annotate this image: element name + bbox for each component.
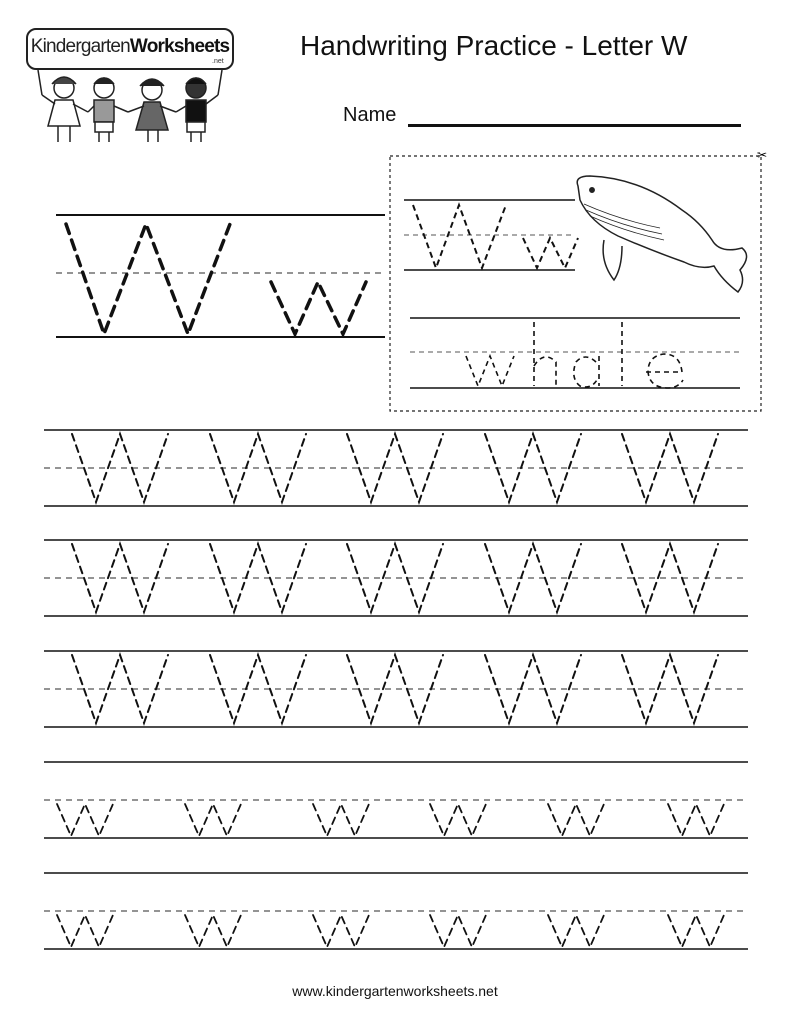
traced-letter-upper-w	[622, 434, 718, 502]
logo-suffix: .net	[212, 58, 224, 65]
traced-letter-upper-w	[347, 544, 443, 612]
traced-letter-lower-w	[313, 804, 369, 836]
kids-illustration	[38, 70, 222, 142]
traced-letter-lower-w	[185, 804, 241, 836]
traced-letter-upper-w	[622, 655, 718, 723]
traced-letter-lower-w	[548, 804, 604, 836]
traced-letter-upper-w	[347, 655, 443, 723]
traced-letter-lower-w	[313, 915, 369, 947]
traced-letter-upper-w	[72, 434, 168, 502]
example-letters	[56, 215, 385, 337]
traced-letter-upper-w	[347, 434, 443, 502]
svg-text:✂: ✂	[757, 148, 768, 162]
traced-letter-lower-w	[430, 915, 486, 947]
traced-letter-upper-w	[72, 544, 168, 612]
footer-url: www.kindergartenworksheets.net	[292, 983, 498, 999]
practice-rows	[44, 430, 748, 949]
traced-letter-lower-w	[668, 804, 724, 836]
logo-text: KindergartenWorksheets	[30, 36, 230, 57]
name-label: Name	[343, 104, 397, 126]
traced-letter-lower-w	[57, 915, 113, 947]
traced-letter-lower-w	[57, 804, 113, 836]
page-title: Handwriting Practice - Letter W	[300, 30, 688, 61]
traced-letter-lower-w	[185, 915, 241, 947]
traced-letter-lower-w	[668, 915, 724, 947]
traced-letter-lower-w	[430, 804, 486, 836]
traced-letter-upper-w	[622, 544, 718, 612]
traced-letter-upper-w	[72, 655, 168, 723]
traced-letter-lower-w	[548, 915, 604, 947]
whale-picture	[577, 176, 746, 292]
example-word-box	[390, 148, 767, 411]
